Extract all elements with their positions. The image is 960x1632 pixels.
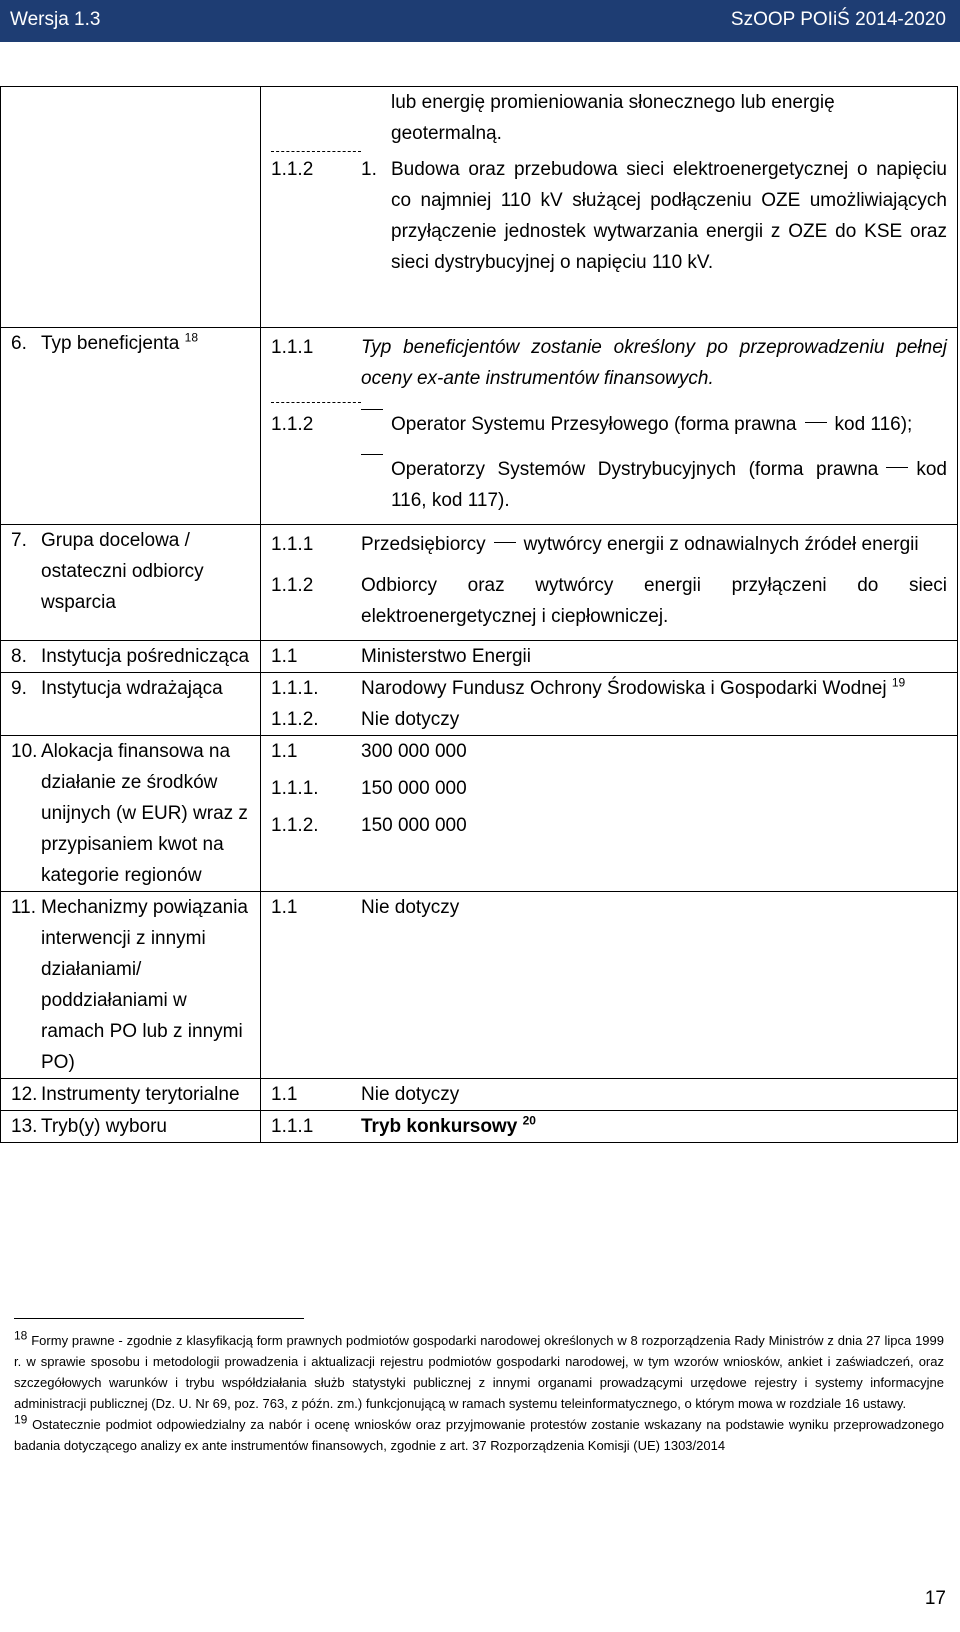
item-text: Tryb konkursowy <box>361 1116 518 1137</box>
item-number: 1.1 <box>271 646 298 667</box>
table-row <box>1 1079 958 1111</box>
item-number: 1.1.2 <box>271 575 314 596</box>
item-text: kod 116, kod 117). <box>391 459 947 511</box>
continued-line: geotermalną. <box>391 123 502 144</box>
label-cell <box>1 641 261 673</box>
page-number: 17 <box>924 1588 946 1609</box>
table-row <box>1 328 958 525</box>
row-number: 8. <box>11 646 27 667</box>
label-cell <box>1 525 261 641</box>
content-cell <box>261 1079 958 1111</box>
row-number: 11. <box>11 897 37 918</box>
label-cell <box>1 673 261 736</box>
table-row <box>1 87 958 328</box>
label-cell <box>1 328 261 525</box>
footnote-18 <box>14 1330 944 1414</box>
row-number: 13. <box>11 1116 38 1137</box>
item-text: 150 000 000 <box>361 778 467 799</box>
item-number: 1.1.1 <box>271 1116 314 1137</box>
item-number: 1.1.2. <box>271 709 319 730</box>
item-number: 1.1.2 <box>271 414 314 435</box>
content-cell <box>261 525 958 641</box>
content-cell <box>261 673 958 736</box>
item-text: Ministerstwo Energii <box>361 646 531 667</box>
content-cell <box>261 328 958 525</box>
row-label: Grupa docelowa / ostateczni odbiorcy wsparcia <box>41 530 204 613</box>
row-label: Instytucja wdrażająca <box>41 678 223 699</box>
item-bullet: 1. <box>361 159 377 180</box>
row-label: Typ beneficjenta <box>41 333 180 354</box>
table-row <box>1 641 958 673</box>
row-label: Instrumenty terytorialne <box>41 1084 240 1105</box>
item-text: Operatorzy Systemów Dystrybucyjnych (forma prawna <box>391 459 879 480</box>
footnote-text: Formy prawne - zgodnie z klasyfikacją form prawnych podmiotów gospodarki narodowej określonych w 8 rozporządzenia Rady Ministrów z dnia 27 lipca 1999 r. w sprawie sposobu i metodologii prowadzenia i aktualizacji rejestru podmiotów gospodarki narodowej, w tym wzorów wniosków, ankiet i zaświadczeń, oraz szczegółowych warunków i trybu współdziałania służb statystyki publicznej z innymi organami prowadzącymi urzędowe rejestry i systemy informacyjne administracji publicznej (Dz. U. Nr 69, poz. 763, z późn. zm.) funkcjonującą w ramach systemu teleinformatycznego, o którym mowa w rozdziale 16 ustawy. <box>14 1333 944 1411</box>
dash-bullet <box>361 454 383 512</box>
table-row <box>1 673 958 736</box>
item-number: 1.1.2 <box>271 159 314 180</box>
dash-separator <box>805 422 827 423</box>
table-row <box>1 736 958 892</box>
item-text: 300 000 000 <box>361 741 467 762</box>
item-text: Przedsiębiorcy <box>361 534 486 555</box>
label-cell <box>1 892 261 1079</box>
program-label: SzOOP POIiŚ 2014-2020 <box>730 9 946 30</box>
item-number: 1.1 <box>271 1084 298 1105</box>
row-number: 6. <box>11 333 27 354</box>
continued-line: lub energię promieniowania słonecznego lub energię <box>391 92 835 113</box>
item-text: Nie dotyczy <box>361 709 460 730</box>
footnote-text: Ostatecznie podmiot odpowiedzialny za nabór i ocenę wniosków oraz przyjmowanie protestów zostanie wskazany na podstawie wyniku przeprowadzonego badania dotyczącego analizy ex ante instrumentów finansowych, zgodnie z art. 37 Rozporządzenia Komisji (UE) 1303/2014 <box>14 1417 944 1453</box>
footnote-ref: 18 <box>184 330 199 345</box>
footnote-rule <box>14 1318 304 1319</box>
row-number: 10. <box>11 741 38 762</box>
table-row <box>1 892 958 1079</box>
dash-separator <box>494 542 516 543</box>
footnotes <box>14 1330 944 1456</box>
content-cell <box>261 87 958 328</box>
item-number: 1.1.1 <box>271 534 314 555</box>
dash-separator <box>886 467 908 468</box>
footnote-number: 19 <box>14 1412 28 1427</box>
label-cell <box>1 736 261 892</box>
item-number: 1.1 <box>271 897 298 918</box>
item-text: Nie dotyczy <box>361 1084 460 1105</box>
item-text: Budowa oraz przebudowa sieci elektroenergetycznej o napięciu co najmniej 110 kV służącej podłączeniu OZE umożliwiających przyłączenie jednostek wytwarzania energii z OZE do KSE oraz sieci dystrybucyjnej o napięciu 110 kV. <box>391 159 947 273</box>
footnote-ref: 20 <box>522 1113 536 1128</box>
divider <box>271 402 361 403</box>
item-number: 1.1 <box>271 741 298 762</box>
item-text: Odbiorcy oraz wytwórcy energii przyłączeni do sieci elektroenergetycznej i ciepłowniczej. <box>361 575 947 627</box>
label-cell <box>1 1111 261 1143</box>
footnote-number: 18 <box>14 1328 28 1343</box>
row-label: Tryb(y) wyboru <box>41 1116 167 1137</box>
item-text: Typ beneficjentów zostanie określony po przeprowadzeniu pełnej oceny ex-ante instrumentów finansowych. <box>361 337 947 389</box>
footnote-ref: 19 <box>891 675 906 690</box>
row-number: 12. <box>11 1084 38 1105</box>
item-number: 1.1.1. <box>271 678 319 699</box>
content-cell <box>261 1111 958 1143</box>
footnote-19 <box>14 1414 944 1456</box>
header-bar <box>0 0 960 42</box>
content-cell <box>261 892 958 1079</box>
table-row <box>1 1111 958 1143</box>
divider <box>271 151 361 152</box>
row-number: 9. <box>11 678 27 699</box>
row-label: Alokacja finansowa na działanie ze środków unijnych (w EUR) wraz z przypisaniem kwot na kategorie regionów <box>41 741 248 886</box>
row-number: 7. <box>11 530 27 551</box>
row-label: Mechanizmy powiązania interwencji z innymi działaniami/ poddziałaniami w ramach PO lub z innymi PO) <box>41 897 248 1073</box>
item-text: 150 000 000 <box>361 815 467 836</box>
item-text: Nie dotyczy <box>361 897 460 918</box>
item-text: wytwórcy energii z odnawialnych źródeł energii <box>523 534 919 555</box>
item-text: Operator Systemu Przesyłowego (forma prawna <box>391 414 797 435</box>
content-cell <box>261 641 958 673</box>
label-cell <box>1 87 261 328</box>
content-cell <box>261 736 958 892</box>
row-label: Instytucja pośrednicząca <box>41 646 250 667</box>
label-cell <box>1 1079 261 1111</box>
program-table <box>0 86 958 1143</box>
item-number: 1.1.1 <box>271 337 314 358</box>
item-number: 1.1.1. <box>271 778 319 799</box>
item-text: Narodowy Fundusz Ochrony Środowiska i Gospodarki Wodnej <box>361 678 887 699</box>
item-text: kod 116); <box>834 414 913 435</box>
version-label: Wersja 1.3 <box>10 9 101 30</box>
item-number: 1.1.2. <box>271 815 319 836</box>
dash-bullet <box>361 409 383 436</box>
table-row <box>1 525 958 641</box>
